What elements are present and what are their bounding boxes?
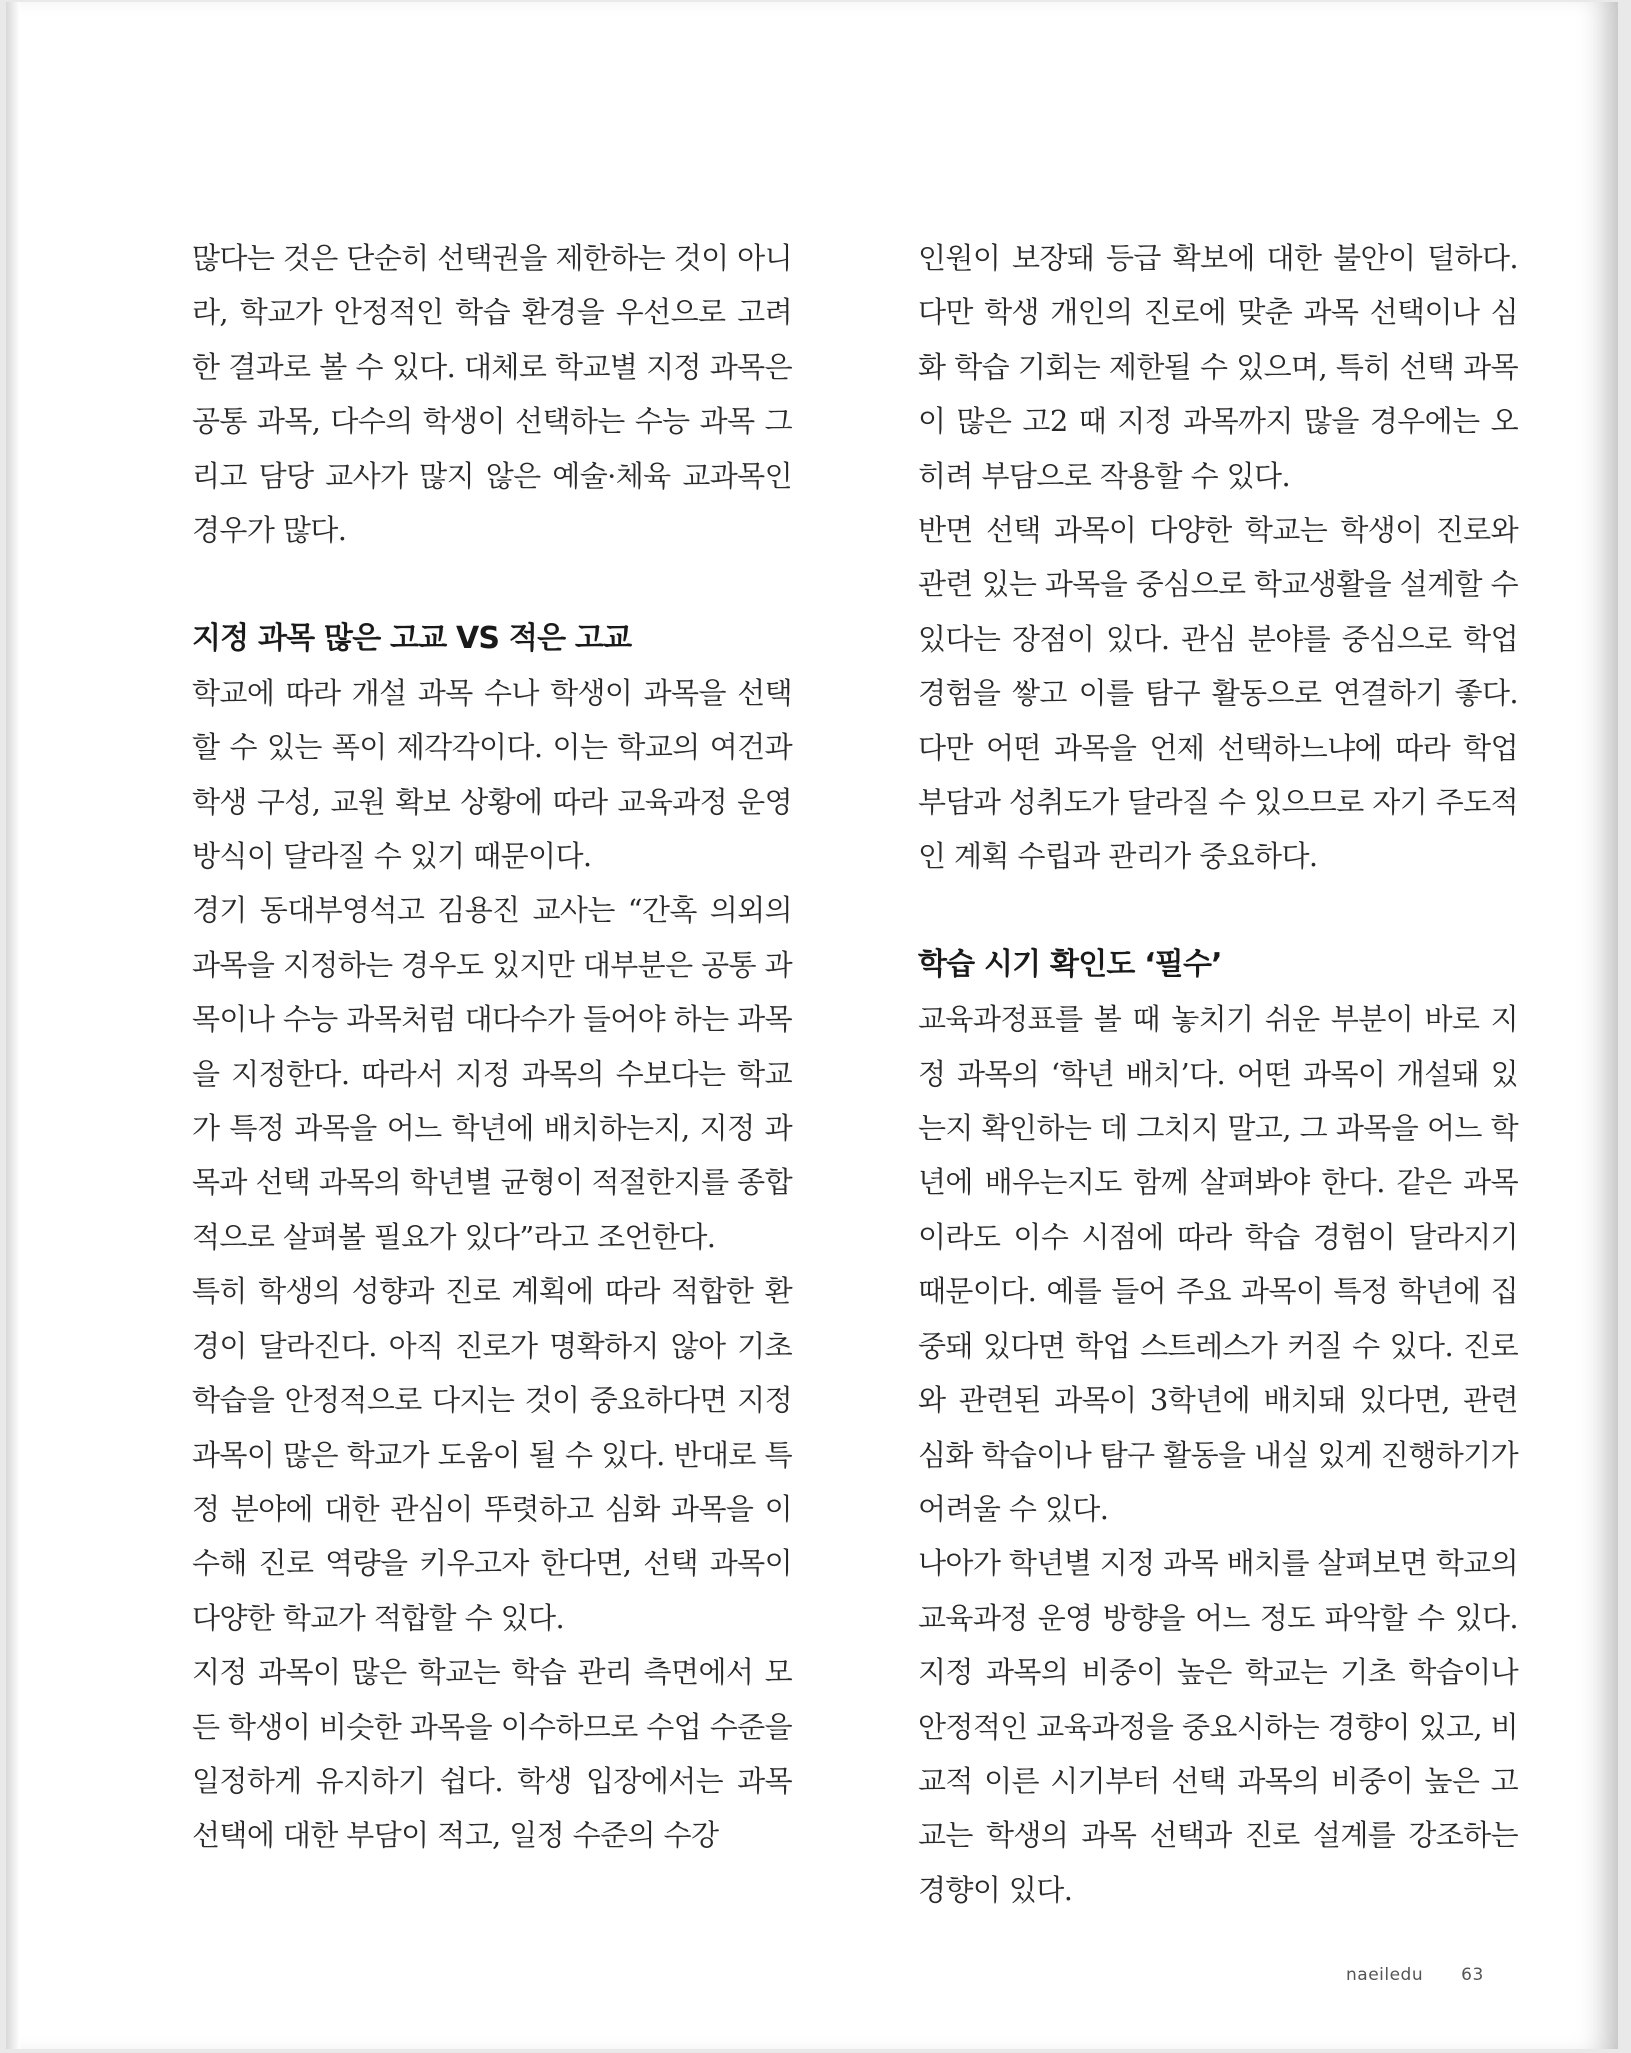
magazine-page — [6, 2, 1618, 2049]
section-heading-study-timing: 학습 시기 확인도 ‘필수’ — [918, 947, 1222, 983]
left-paragraph-3-quote: 경기 동대부영석고 김용진 교사는 “간혹 의외의 과목을 지정하는 경우도 있지만 대부분은 공통 과목이나 수능 과목처럼 대다수가 들어야 하는 과목을 지정한다. 따라서 지정 과목의 수보다는 학교가 특정 과목을 어느 학년에 배치하는지, 지정 과목과 선택 과목의 학년별 균형이 적절한지를 종합적으로 살펴볼 필요가 있다”라고 조언한다. — [192, 893, 792, 1254]
right-paragraph-3: 교육과정표를 볼 때 놓치기 쉬운 부분이 바로 지정 과목의 ‘학년 배치’다. 어떤 과목이 개설돼 있는지 확인하는 데 그치지 말고, 그 과목을 어느 학년에 배우는지도 함께 살펴봐야 한다. 같은 과목이라도 이수 시점에 따라 학습 경험이 달라지기 때문이다. 예를 들어 주요 과목이 특정 학년에 집중돼 있다면 학업 스트레스가 커질 수 있다. 진로와 관련된 과목이 3학년에 배치돼 있다면, 관련 심화 학습이나 탐구 활동을 내실 있게 진행하기가 어려울 수 있다. — [918, 1002, 1518, 1526]
spacer — [192, 557, 792, 611]
page-number: 63 — [1461, 1965, 1484, 1985]
left-paragraph-5: 지정 과목이 많은 학교는 학습 관리 측면에서 모든 학생이 비슷한 과목을 이수하므로 수업 수준을 일정하게 유지하기 쉽다. 학생 입장에서는 과목 선택에 대한 부담이 적고, 일정 수준의 수강 — [192, 1655, 792, 1853]
left-paragraph-4: 특히 학생의 성향과 진로 계획에 따라 적합한 환경이 달라진다. 아직 진로가 명확하지 않아 기초 학습을 안정적으로 다지는 것이 중요하다면 지정 과목이 많은 학교가 도움이 될 수 있다. 반대로 특정 분야에 대한 관심이 뚜렷하고 심화 과목을 이수해 진로 역량을 키우고자 한다면, 선택 과목이 다양한 학교가 적합할 수 있다. — [192, 1274, 792, 1635]
right-paragraph-4: 나아가 학년별 지정 과목 배치를 살펴보면 학교의 교육과정 운영 방향을 어느 정도 파악할 수 있다. 지정 과목의 비중이 높은 학교는 기초 학습이나 안정적인 교육과정을 중요시하는 경향이 있고, 비교적 이른 시기부터 선택 과목의 비중이 높은 고교는 학생의 과목 선택과 진로 설계를 강조하는 경향이 있다. — [918, 1546, 1518, 1907]
footer-brand: naeiledu — [1346, 1965, 1424, 1985]
page-binding-shadow — [6, 2, 20, 2049]
left-paragraph-2: 학교에 따라 개설 과목 수나 학생이 과목을 선택할 수 있는 폭이 제각각이다. 이는 학교의 여건과 학생 구성, 교원 확보 상황에 따라 교육과정 운영 방식이 달라질 수 있기 때문이다. — [192, 675, 792, 874]
spacer — [918, 884, 1518, 938]
page-footer — [1346, 1965, 1484, 1985]
right-paragraph-2: 반면 선택 과목이 다양한 학교는 학생이 진로와 관련 있는 과목을 중심으로 학교생활을 설계할 수 있다는 장점이 있다. 관심 분야를 중심으로 학업 경험을 쌓고 이를 탐구 활동으로 연결하기 좋다. 다만 어떤 과목을 언제 선택하느냐에 따라 학업 부담과 성취도가 달라질 수 있으므로 자기 주도적인 계획 수립과 관리가 중요하다. — [918, 513, 1518, 874]
left-paragraph-1: 많다는 것은 단순히 선택권을 제한하는 것이 아니라, 학교가 안정적인 학습 환경을 우선으로 고려한 결과로 볼 수 있다. 대체로 학교별 지정 과목은 공통 과목, 다수의 학생이 선택하는 수능 과목 그리고 담당 교사가 많지 않은 예술·체육 교과목인 경우가 많다. — [192, 241, 792, 548]
right-column — [918, 231, 1518, 1917]
section-heading-designated-courses: 지정 과목 많은 고교 VS 적은 고교 — [192, 620, 632, 656]
left-column — [192, 231, 792, 1863]
right-paragraph-1: 인원이 보장돼 등급 확보에 대한 불안이 덜하다. 다만 학생 개인의 진로에 맞춘 과목 선택이나 심화 학습 기회는 제한될 수 있으며, 특히 선택 과목이 많은 고2 때 지정 과목까지 많을 경우에는 오히려 부담으로 작용할 수 있다. — [918, 241, 1518, 493]
